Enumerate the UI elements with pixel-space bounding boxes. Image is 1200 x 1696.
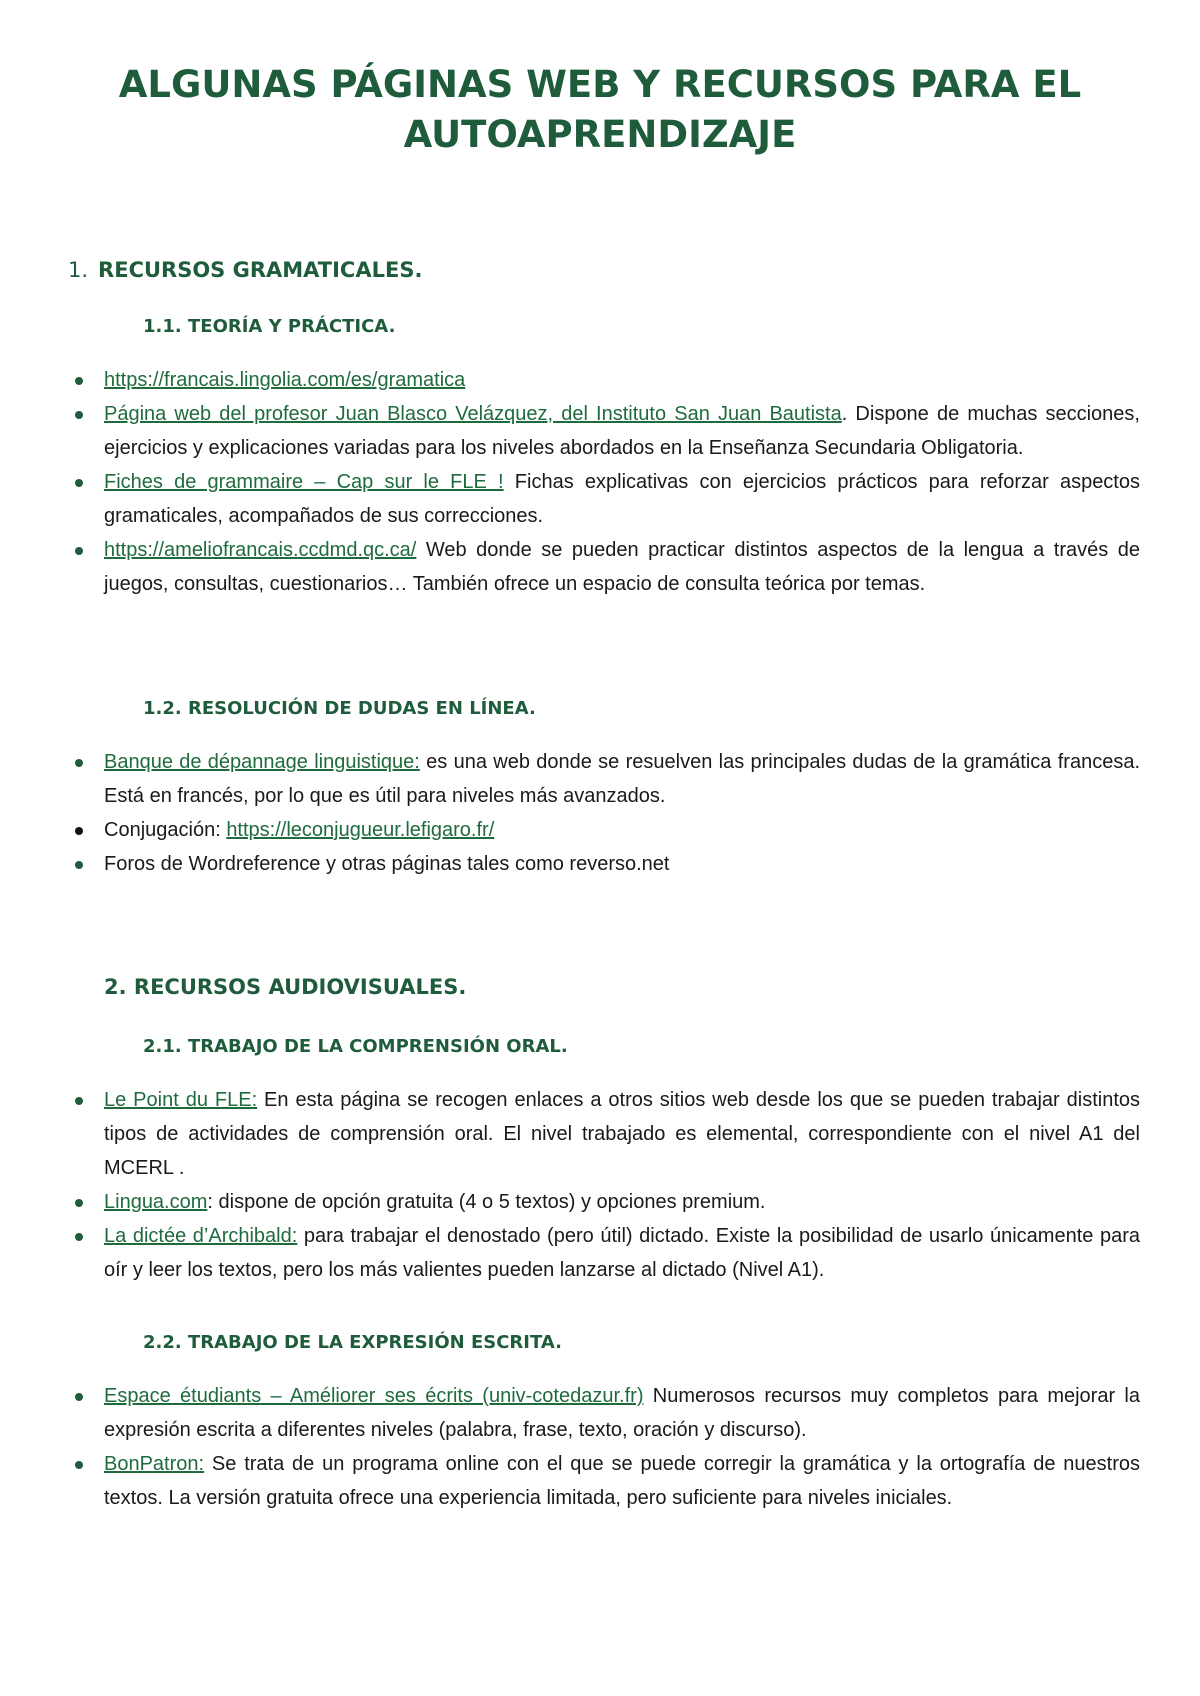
- section-1-number: 1.: [68, 258, 89, 282]
- list-item-text: Numerosos recursos muy completos para mejorar la expresión escrita a diferentes niveles (palabra, frase, texto, oración y discurso).: [104, 1385, 1140, 1441]
- subsection-2-1-title: 2.1. TRABAJO DE LA COMPRENSIÓN ORAL.: [143, 1036, 568, 1057]
- list-2-1: [0, 1083, 1200, 1287]
- list-item: [0, 397, 1200, 465]
- list-item: [0, 533, 1200, 601]
- banque-depannage-link[interactable]: Banque de dépannage linguistique:: [104, 751, 420, 773]
- list-item: [0, 1083, 1200, 1185]
- list-1-2: [0, 745, 1200, 881]
- list-item: [0, 1379, 1200, 1447]
- lingua-link[interactable]: Lingua.com: [104, 1191, 208, 1213]
- document-title: ALGUNAS PÁGINAS WEB Y RECURSOS PARA EL AUTOAPRENDIZAJE: [118, 63, 1082, 156]
- list-item: [0, 847, 1200, 881]
- list-item-text: Foros de Wordreference y otras páginas tales como reverso.net: [104, 853, 670, 875]
- list-item: [0, 1219, 1200, 1287]
- list-item: [0, 1185, 1200, 1219]
- subsection-1-1-title: 1.1. TEORÍA Y PRÁCTICA.: [143, 316, 396, 337]
- list-item: [0, 363, 1200, 397]
- list-item: [0, 813, 1200, 847]
- list-item-text: es una web donde se resuelven las principales dudas de la gramática francesa. Está en francés, por lo que es útil para niveles más avanzados.: [104, 751, 1141, 807]
- list-1-1: [0, 363, 1200, 601]
- list-item-prefix: Conjugación:: [104, 819, 227, 841]
- list-item-text: En esta página se recogen enlaces a otros sitios web desde los que se pueden trabajar distintos tipos de actividades de comprensión oral. El nivel trabajado es elemental, correspondiente con el nivel A1 del MCERL .: [104, 1089, 1140, 1179]
- subsection-2-2-title: 2.2. TRABAJO DE LA EXPRESIÓN ESCRITA.: [143, 1332, 562, 1353]
- section-2-title: 2. RECURSOS AUDIOVISUALES.: [104, 975, 467, 999]
- list-item: [0, 465, 1200, 533]
- fiches-grammaire-link[interactable]: Fiches de grammaire – Cap sur le FLE !: [104, 471, 504, 493]
- list-item-text: Fichas explicativas con ejercicios prácticos para reforzar aspectos gramaticales, acompañados de sus correcciones.: [104, 471, 1140, 527]
- section-1-title: RECURSOS GRAMATICALES.: [98, 258, 423, 282]
- list-item: [0, 1447, 1200, 1515]
- list-2-2: [0, 1379, 1200, 1515]
- subsection-1-2-title: 1.2. RESOLUCIÓN DE DUDAS EN LÍNEA.: [143, 698, 536, 719]
- list-item-text: Se trata de un programa online con el que se puede corregir la gramática y la ortografía de nuestros textos. La versión gratuita ofrece una experiencia limitada, pero suficiente para niveles iniciales.: [104, 1453, 1140, 1509]
- leconjugueur-link[interactable]: https://leconjugueur.lefigaro.fr/: [226, 819, 495, 841]
- section-1-heading: [68, 258, 422, 282]
- bonpatron-link[interactable]: BonPatron:: [104, 1453, 205, 1475]
- list-item-text: : dispone de opción gratuita (4 o 5 textos) y opciones premium.: [207, 1191, 766, 1213]
- list-item: [0, 745, 1200, 813]
- list-item-text: . Dispone de muchas secciones, ejercicios y explicaciones variadas para los niveles abordados en la Enseñanza Secundaria Obligatoria.: [104, 403, 1140, 459]
- dictee-archibald-link[interactable]: La dictée d’Archibald:: [104, 1225, 298, 1247]
- espace-etudiants-link[interactable]: Espace étudiants – Améliorer ses écrits (univ-cotedazur.fr): [104, 1385, 644, 1407]
- point-du-fle-link[interactable]: Le Point du FLE:: [104, 1089, 258, 1111]
- list-item-text: Web donde se pueden practicar distintos aspectos de la lengua a través de juegos, consultas, cuestionarios… También ofrece un espacio de consulta teórica por temas.: [104, 539, 1140, 595]
- section-2-heading: [104, 975, 466, 999]
- lingolia-link[interactable]: https://francais.lingolia.com/es/gramatica: [104, 369, 466, 391]
- juan-blasco-link[interactable]: Página web del profesor Juan Blasco Velázquez, del Instituto San Juan Bautista: [104, 403, 842, 425]
- list-item-text: para trabajar el denostado (pero útil) dictado. Existe la posibilidad de usarlo únicamente para oír y leer los textos, pero los más valientes pueden lanzarse al dictado (Nivel A1).: [104, 1225, 1140, 1281]
- ameliofrancais-link[interactable]: https://ameliofrancais.ccdmd.qc.ca/: [104, 539, 417, 561]
